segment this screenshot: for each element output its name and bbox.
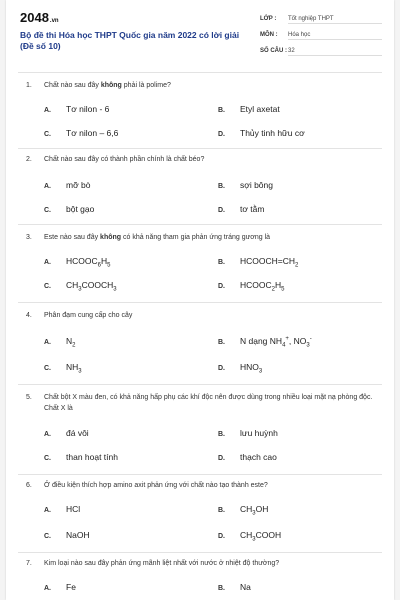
answer-option[interactable]: C. $CH_3COOCH_3$ [44,280,117,293]
meta-value-count: 32 [288,48,382,56]
question-divider [18,302,382,303]
question-text: Chất nào sau đây không phải là polime? [44,82,171,89]
answer-option[interactable]: A. $N_2$ [44,336,76,349]
document-page [6,0,394,600]
answer-option[interactable]: D. thạch cao [218,452,277,462]
answer-option[interactable]: C. NaOH [44,530,90,540]
document-title: Bộ đề thi Hóa học THPT Quốc gia năm 2022 có lời giải (Đề số 10) [20,30,240,51]
question-text: Kim loại nào sau đây phản ứng mãnh liệt nhất với nước ở nhiệt độ thường? [44,560,280,567]
answer-option[interactable]: D. $HCOOC_2H_5$ [218,280,285,293]
question-divider [18,552,382,553]
answer-option[interactable]: A. HCl [44,504,81,514]
answer-option[interactable]: A. Fe [44,582,76,592]
question-number: 7. [26,560,32,567]
answer-option[interactable]: A. mỡ bò [44,180,91,190]
question-divider [18,224,382,225]
question-number: 1. [26,82,32,89]
meta-label-class: LỚP : [260,16,277,22]
question-divider [18,148,382,149]
answer-option[interactable]: C. than hoạt tính [44,452,118,462]
answer-option[interactable]: D. Thủy tinh hữu cơ [218,128,305,138]
question-number: 3. [26,234,32,241]
site-logo[interactable] [20,10,59,25]
logo-main: 2048 [20,10,49,25]
answer-option[interactable]: D. $HNO_3$ [218,362,263,375]
header-divider [18,72,382,73]
question-text: Este nào sau đây không có khả năng tham gia phản ứng tráng gương là [44,234,271,241]
logo-suffix: .vn [49,18,59,24]
question-number: 4. [26,312,32,319]
answer-option[interactable]: A. Tơ nilon - 6 [44,104,110,114]
question-text: Ở điều kiện thích hợp amino axit phản ứng với chất nào tạo thành este? [44,482,268,489]
question-number: 6. [26,482,32,489]
answer-option[interactable]: D. $CH_3COOH$ [218,530,282,543]
meta-value-class: Tốt nghiệp THPT [288,16,382,24]
question-text: Chất bột X màu đen, có khả năng hấp phụ các khí độc nên được dùng trong nhiều loại mặt nạ phòng độc. Chất X là [44,394,373,412]
answer-option[interactable]: A. đá vôi [44,428,89,438]
question-number: 2. [26,156,32,163]
answer-option[interactable]: B. Etyl axetat [218,104,280,114]
meta-value-subject: Hóa học [288,32,382,40]
question-text: Phân đạm cung cấp cho cây [44,312,133,319]
answer-option[interactable]: D. tơ tằm [218,204,265,214]
answer-option[interactable]: B. Na [218,582,251,592]
question-divider [18,474,382,475]
answer-option[interactable]: B. $HCOOCH=CH_2$ [218,256,299,269]
meta-label-subject: MÔN : [260,32,278,38]
answer-option[interactable]: B. N dạng $NH_4^+$, $NO_3^-$ [218,336,312,349]
answer-option[interactable]: C. $NH_3$ [44,362,82,375]
question-text: Chất nào sau đây có thành phần chính là chất béo? [44,156,205,163]
answer-option[interactable]: C. Tơ nilon – 6,6 [44,128,119,138]
answer-option[interactable]: B. $CH_3OH$ [218,504,269,517]
question-divider [18,384,382,385]
answer-option[interactable]: C. bột gạo [44,204,95,214]
meta-label-count: SỐ CÂU : [260,48,287,54]
question-number: 5. [26,394,32,401]
answer-option[interactable]: B. sợi bông [218,180,273,190]
answer-option[interactable]: A. $HCOOC_6H_5$ [44,256,111,269]
answer-option[interactable]: B. lưu huỳnh [218,428,278,438]
